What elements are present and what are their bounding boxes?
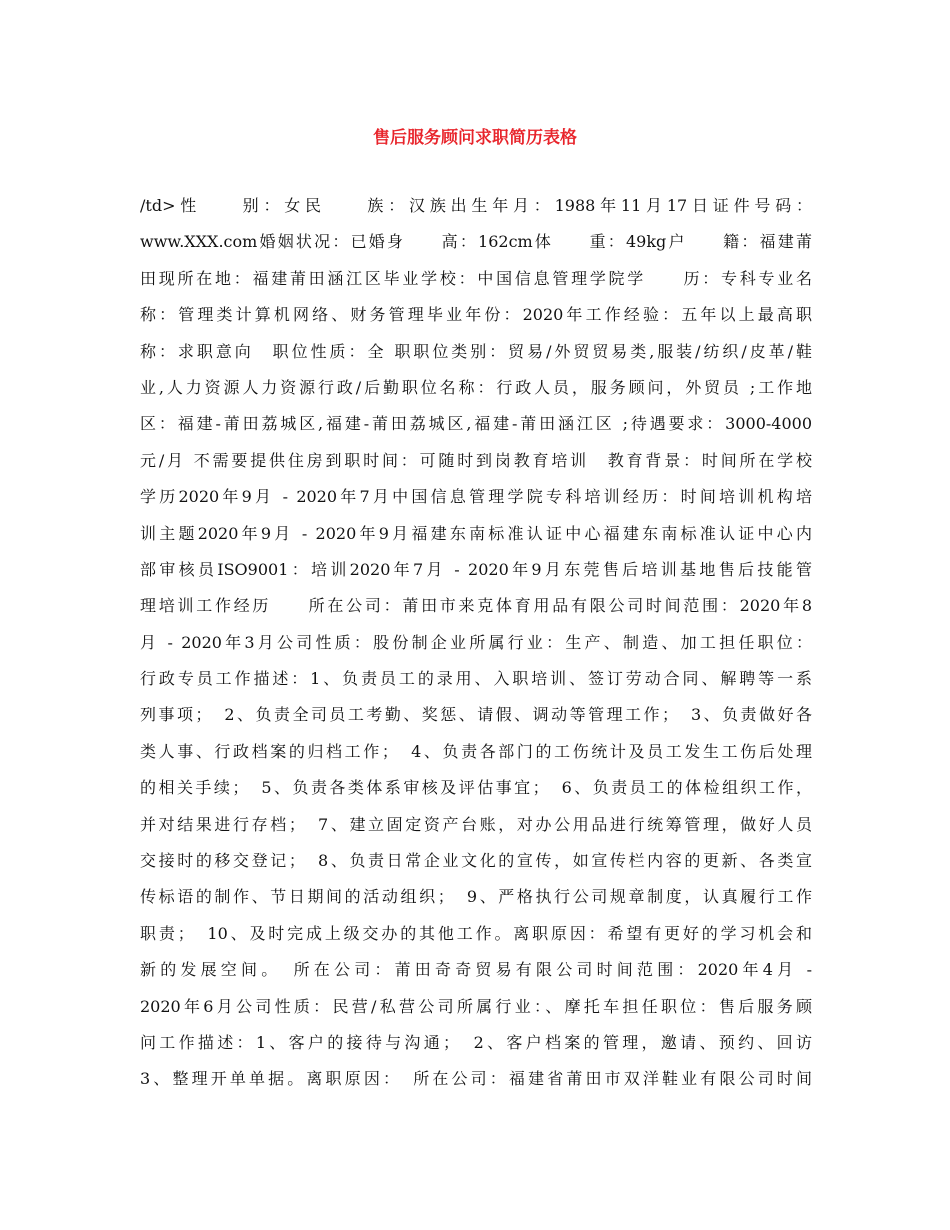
body-text-line: 并对结果进行存档； 7、建立固定资产台账，对办公用品进行统筹管理，做好人员 [140, 814, 812, 834]
body-text-line: 元/月 不需要提供住房到职时间：可随时到岗教育培训 教育背景：时间所在学校 [140, 450, 812, 470]
body-text-line: 称：管理类计算机网络、财务管理毕业年份：2020年工作经验：五年以上最高职 [140, 305, 812, 325]
body-text-line: 行政专员工作描述：1、负责员工的录用、入职培训、签订劳动合同、解聘等一系 [140, 669, 812, 689]
body-text-line: 业,人力资源人力资源行政/后勤职位名称：行政人员，服务顾问，外贸员 ;工作地 [140, 377, 812, 397]
body-text-line: 月 - 2020年3月公司性质：股份制企业所属行业：生产、制造、加工担任职位： [140, 632, 812, 652]
body-text-line: 问工作描述：1、客户的接待与沟通； 2、客户档案的管理，邀请、预约、回访 [140, 1032, 812, 1052]
document-title: 售后服务顾问求职简历表格 [373, 128, 577, 148]
body-text-line: 田现所在地：福建莆田涵江区毕业学校：中国信息管理学院学 历：专科专业名 [140, 268, 812, 288]
body-text-line: 职责； 10、及时完成上级交办的其他工作。离职原因：希望有更好的学习机会和 [140, 923, 812, 943]
body-text-line: 称：求职意向 职位性质：全 职职位类别：贸易/外贸贸易类,服装/纺织/皮革/鞋 [140, 341, 812, 361]
body-text-line: 新的发展空间。 所在公司：莆田奇奇贸易有限公司时间范围：2020年4月 - [140, 960, 812, 980]
body-text-line: /td>性 别：女民 族：汉族出生年月：1988年11月17日证件号码： [140, 196, 812, 215]
body-text-line: 训主题2020年9月 - 2020年9月福建东南标准认证中心福建东南标准认证中心内 [140, 523, 812, 543]
body-text-line: 学历2020年9月 - 2020年7月中国信息管理学院专科培训经历：时间培训机构培 [140, 487, 812, 507]
body-text-line: 理培训工作经历 所在公司：莆田市来克体育用品有限公司时间范围：2020年8 [140, 596, 812, 616]
body-text-line: 传标语的制作、节日期间的活动组织； 9、严格执行公司规章制度，认真履行工作 [140, 887, 812, 907]
body-text-line: 2020年6月公司性质：民营/私营公司所属行业：、摩托车担任职位：售后服务顾 [140, 996, 812, 1016]
body-text-line: 的相关手续； 5、负责各类体系审核及评估事宜； 6、负责员工的体检组织工作， [140, 778, 812, 798]
body-text-line: 区：福建-莆田荔城区,福建-莆田荔城区,福建-莆田涵江区 ;待遇要求：3000-4000 [140, 414, 812, 434]
body-text-line: 部审核员ISO9001：培训2020年7月 - 2020年9月东莞售后培训基地售后技能管 [140, 559, 812, 579]
body-text-line: 类人事、行政档案的归档工作； 4、负责各部门的工伤统计及员工发生工伤后处理 [140, 741, 812, 761]
body-text-line: 3、整理开单单据。离职原因： 所在公司：福建省莆田市双洋鞋业有限公司时间 [140, 1069, 812, 1089]
document-body [140, 188, 812, 1098]
body-text-line: 交接时的移交登记； 8、负责日常企业文化的宣传，如宣传栏内容的更新、各类宣 [140, 851, 812, 871]
body-text-line: www.XXX.com婚姻状况：已婚身 高：162cm体 重：49kg户 籍：福建莆 [140, 232, 812, 252]
body-text-line: 列事项； 2、负责全司员工考勤、奖惩、请假、调动等管理工作； 3、负责做好各 [140, 705, 812, 725]
